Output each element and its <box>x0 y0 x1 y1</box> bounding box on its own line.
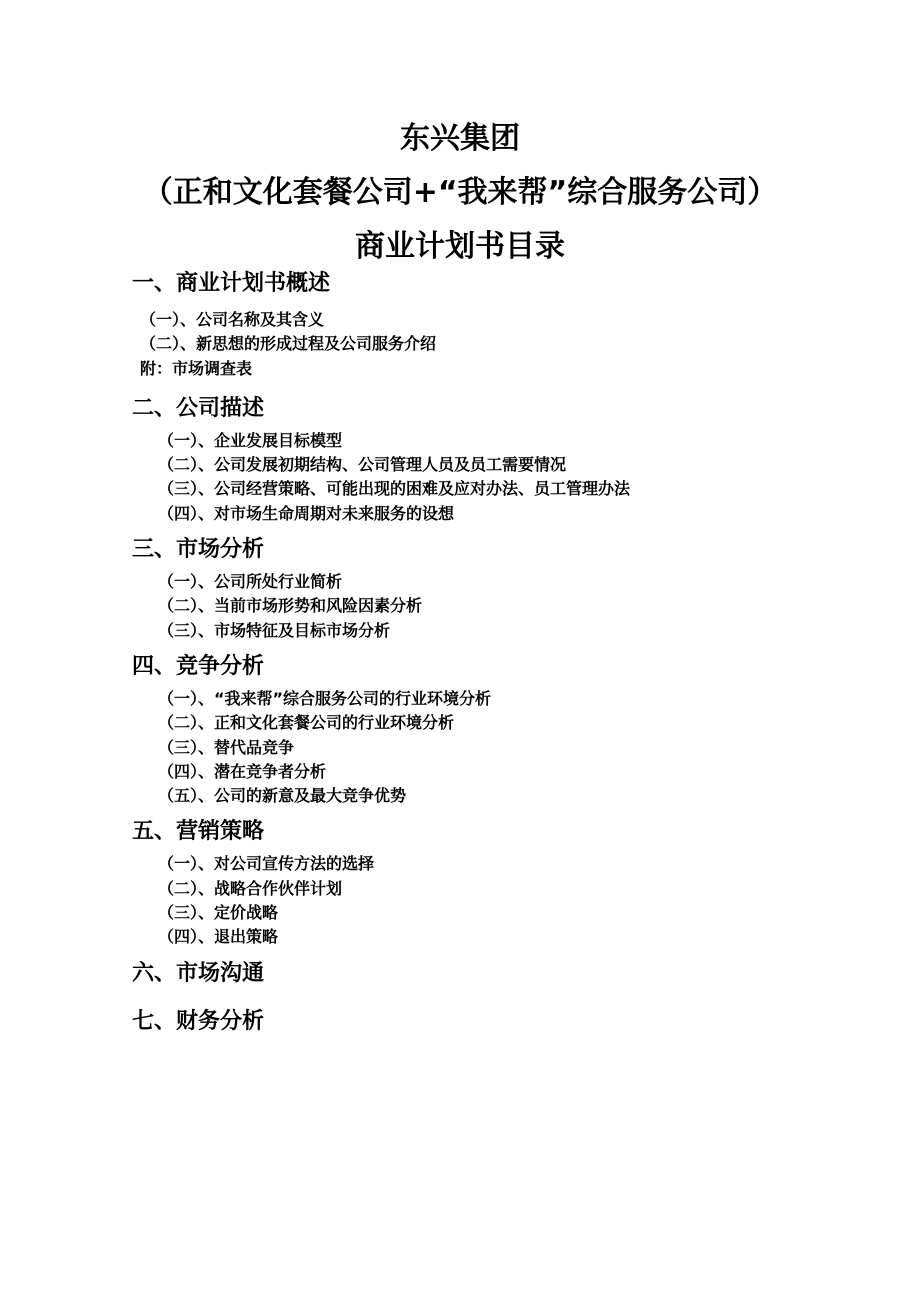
toc-item: （一）、企业发展目标模型 <box>158 430 343 450</box>
toc-section-company-description <box>132 389 892 526</box>
toc-item: （四）、潜在竞争者分析 <box>158 761 327 781</box>
toc-section-market-analysis <box>132 530 892 643</box>
section-items <box>132 687 892 808</box>
toc-item: （一）、公司所处行业简析 <box>158 572 343 592</box>
toc-item: （二）、当前市场形势和风险因素分析 <box>158 596 423 616</box>
toc-section-competition-analysis <box>132 647 892 808</box>
section-heading: 七、财务分析 <box>132 1008 265 1034</box>
section-items <box>132 429 892 526</box>
toc-section-financial-analysis <box>132 1002 892 1042</box>
toc-item: （一）、公司名称及其含义 <box>140 310 325 329</box>
title-toc: 商业计划书目录 <box>355 229 565 264</box>
section-items <box>132 852 892 949</box>
section-heading: 二、公司描述 <box>132 395 265 421</box>
section-heading: 四、竞争分析 <box>132 653 265 679</box>
toc-section-marketing-strategy <box>132 812 892 949</box>
toc-item: 附：市场调查表 <box>140 358 253 378</box>
section-items <box>132 570 892 643</box>
toc-item: （五）、公司的新意及最大竞争优势 <box>158 786 407 806</box>
toc-section-overview <box>132 264 892 381</box>
section-heading: 三、市场分析 <box>132 537 265 563</box>
toc-item: （二）、战略合作伙伴计划 <box>158 878 343 898</box>
toc-item: （四）、退出策略 <box>158 927 279 947</box>
section-heading: 五、营销策略 <box>132 819 265 845</box>
toc-item: （二）、正和文化套餐公司的行业环境分析 <box>158 713 455 733</box>
title-group-name: 东兴集团 <box>400 121 520 156</box>
toc-item: （四）、对市场生命周期对未来服务的设想 <box>158 503 455 523</box>
toc-item: （一）、对公司宣传方法的选择 <box>158 854 375 874</box>
toc-item: （三）、定价战略 <box>158 903 279 923</box>
document-title <box>0 112 920 274</box>
section-heading: 六、市场沟通 <box>132 960 265 986</box>
toc-section-market-communication <box>132 954 892 994</box>
toc-item: （三）、公司经营策略、可能出现的困难及应对办法、员工管理办法 <box>158 479 631 499</box>
section-heading: 一、商业计划书概述 <box>132 271 331 296</box>
toc-item: （二）、公司发展初期结构、公司管理人员及员工需要情况 <box>158 455 567 475</box>
title-companies: （正和文化套餐公司+“我来帮”综合服务公司） <box>142 175 778 210</box>
table-of-contents <box>132 264 892 1042</box>
toc-item: （二）、新思想的形成过程及公司服务介绍 <box>140 334 437 354</box>
toc-item: （三）、替代品竞争 <box>158 737 295 757</box>
section-items <box>132 308 892 381</box>
toc-item: （三）、市场特征及目标市场分析 <box>158 620 391 640</box>
toc-item: （一）、“我来帮”综合服务公司的行业环境分析 <box>158 688 492 708</box>
